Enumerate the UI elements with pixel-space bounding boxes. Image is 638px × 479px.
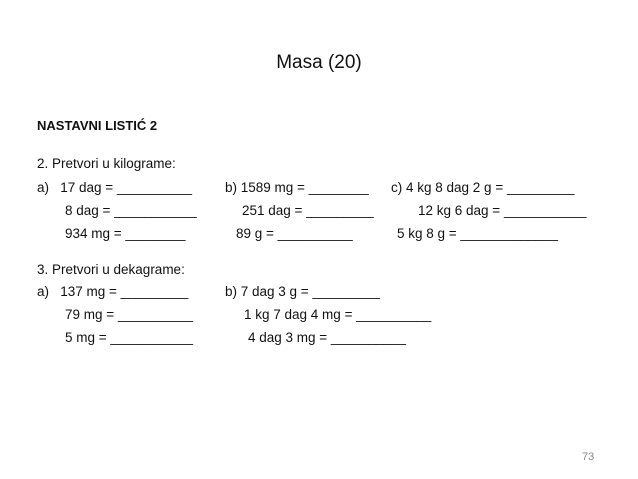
task2-c-row2: 12 kg 6 dag = ___________ xyxy=(418,203,587,218)
task2-a-row3: 934 mg = ________ xyxy=(65,226,186,241)
task3-b-row3: 4 dag 3 mg = __________ xyxy=(248,330,407,345)
task3-a-row1: a) 137 mg = _________ xyxy=(37,284,189,299)
worksheet-label: NASTAVNI LISTIĆ 2 xyxy=(37,118,158,133)
task3-b-row1: b) 7 dag 3 g = _________ xyxy=(225,284,381,299)
task3-prompt: 3. Pretvori u dekagrame: xyxy=(37,262,185,277)
task3-b-row2: 1 kg 7 dag 4 mg = __________ xyxy=(244,307,432,322)
task2-c-row1: c) 4 kg 8 dag 2 g = _________ xyxy=(391,180,575,195)
task3-a-row3: 5 mg = ___________ xyxy=(65,330,193,345)
task2-b-row3: 89 g = __________ xyxy=(236,226,353,241)
page-title: Masa (20) xyxy=(276,52,362,73)
task2-a-row2: 8 dag = ___________ xyxy=(65,203,197,218)
task3-a-row2: 79 mg = __________ xyxy=(65,307,193,322)
task2-c-row3: 5 kg 8 g = _____________ xyxy=(397,226,559,241)
task2-b-row1: b) 1589 mg = ________ xyxy=(225,180,369,195)
task2-prompt: 2. Pretvori u kilograme: xyxy=(37,156,176,171)
task2-b-row2: 251 dag = _________ xyxy=(242,203,374,218)
page-number: 73 xyxy=(582,451,595,463)
task2-a-row1: a) 17 dag = __________ xyxy=(37,180,193,195)
